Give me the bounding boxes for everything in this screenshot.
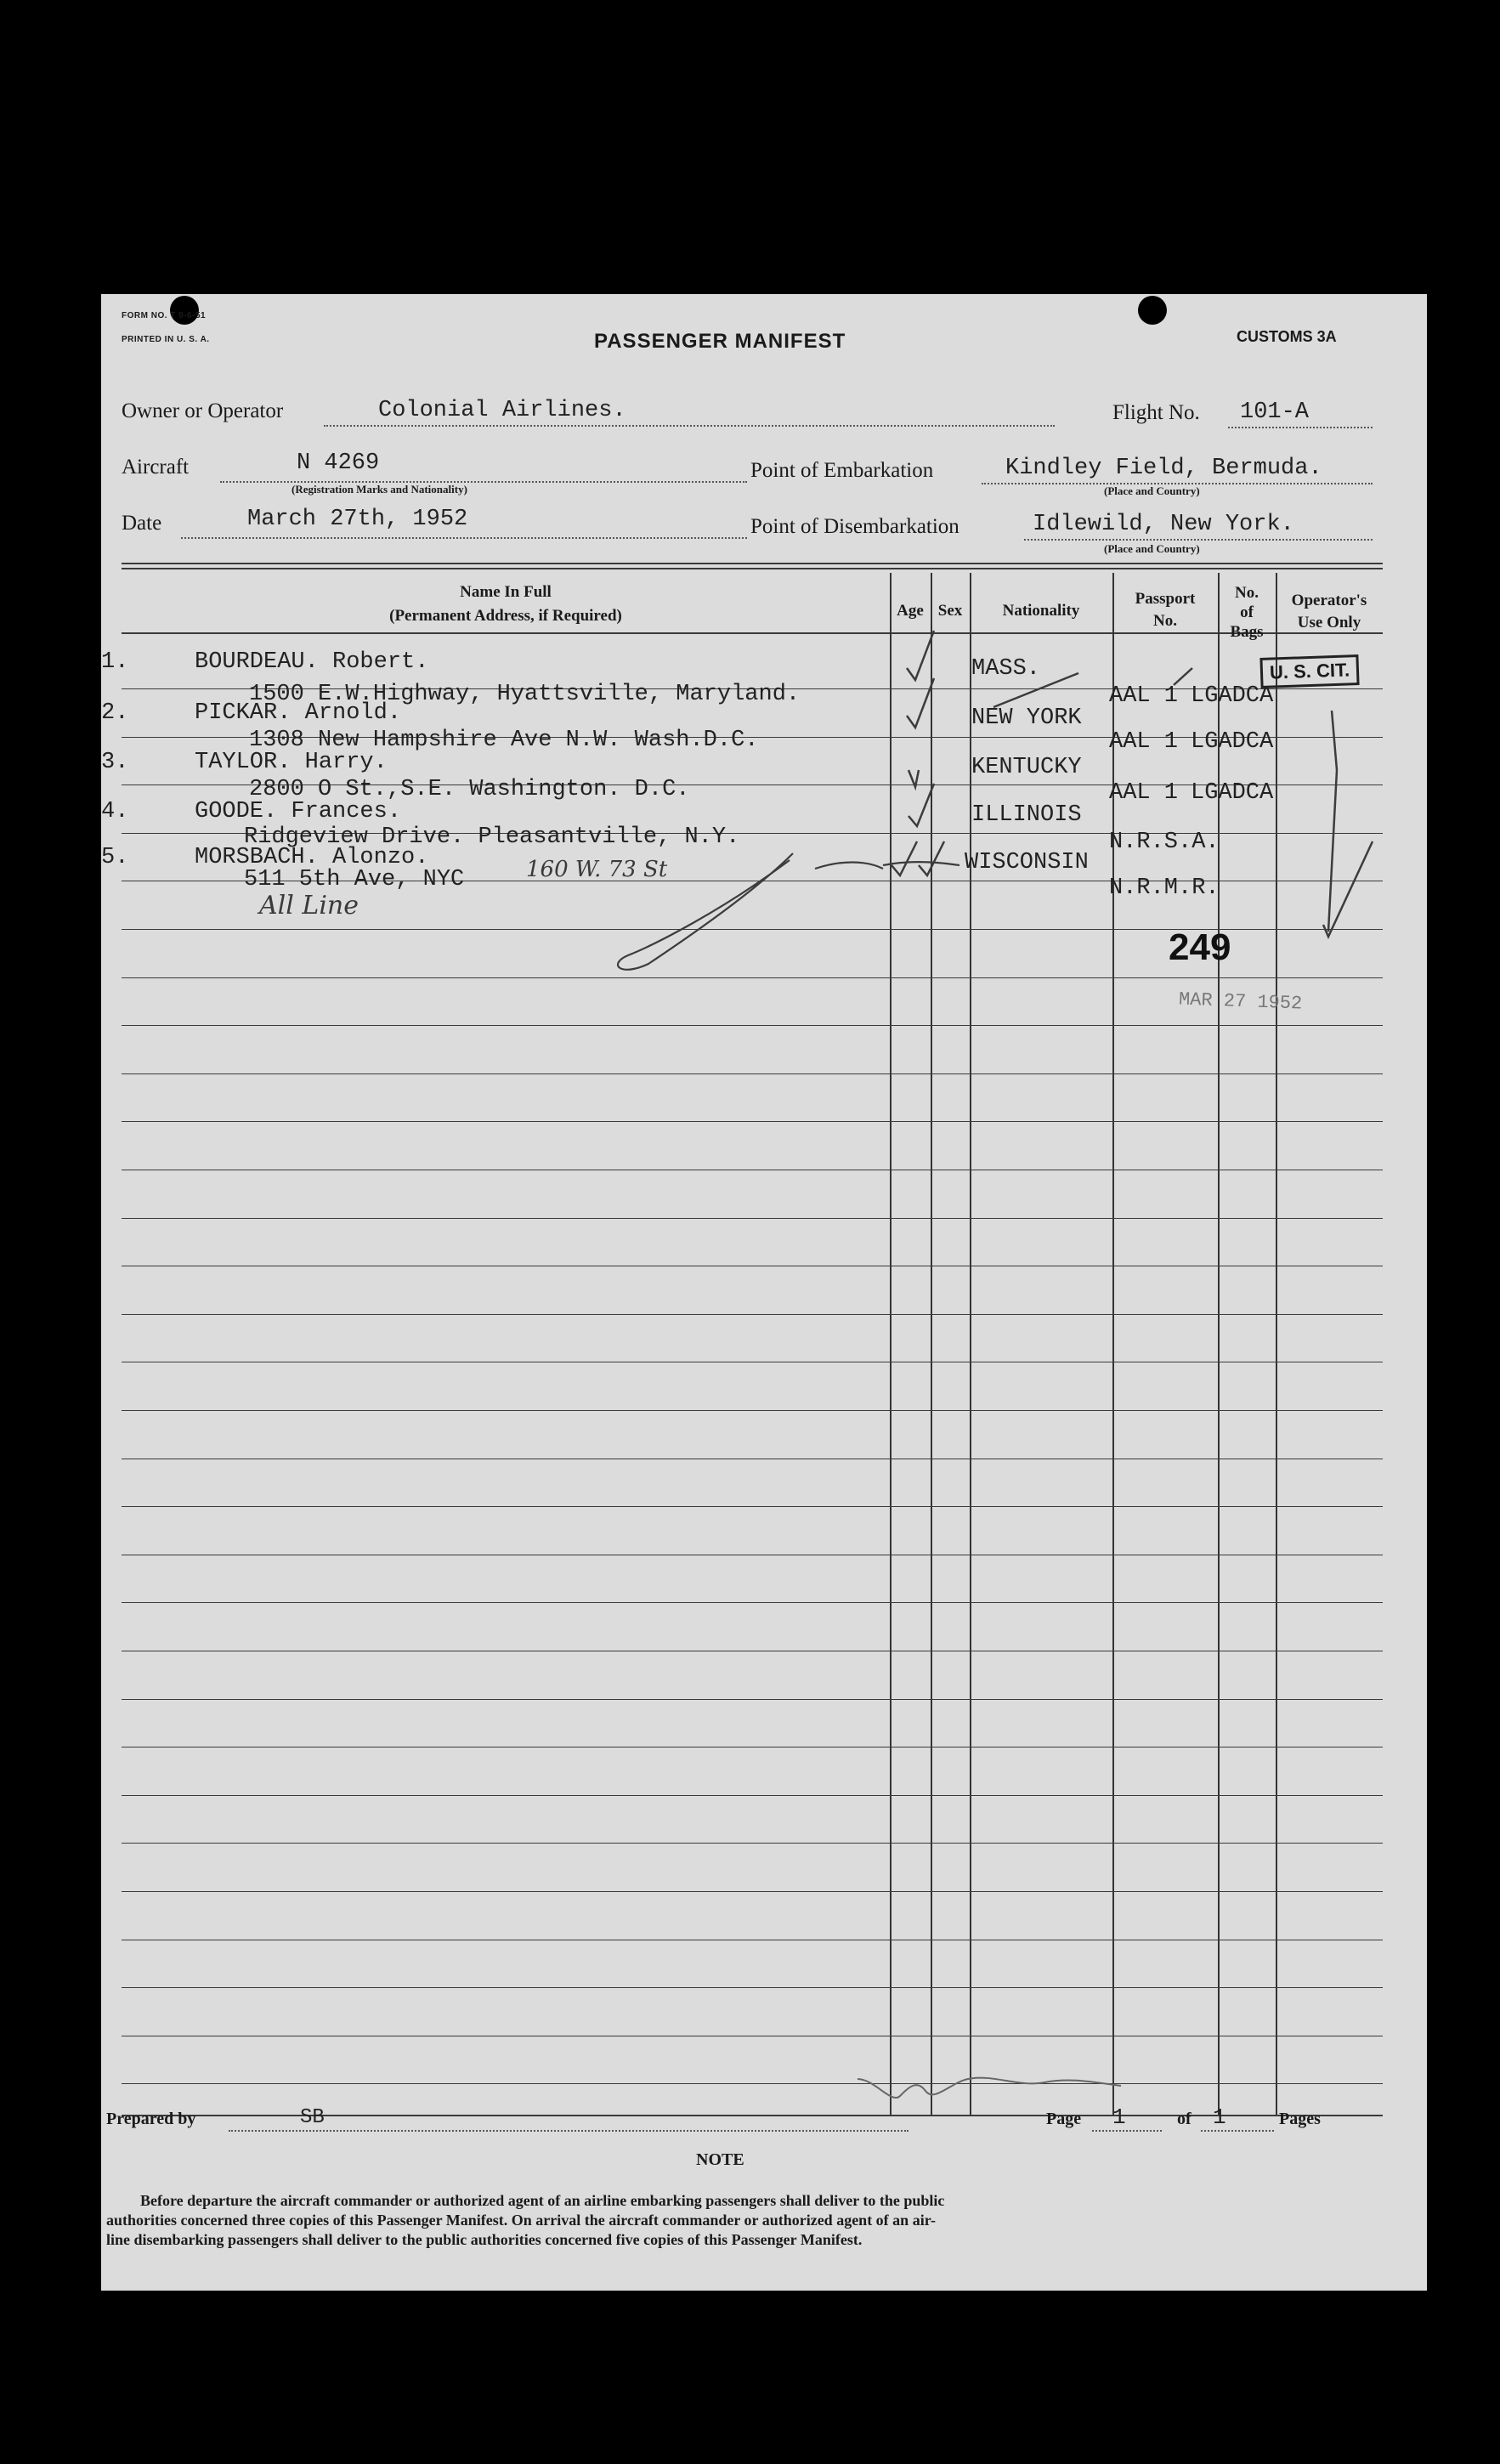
passenger-passport: AAL 1 — [1109, 683, 1179, 709]
passenger-nationality: ILLINOIS — [971, 802, 1082, 828]
pages-label: Pages — [1279, 2110, 1321, 2128]
col-age-header: Age — [897, 602, 924, 620]
note-text: Before departure the aircraft commander or authorized agent of an airline embarking passengers shall deliver to the public authorities concerned three copies of this Passenger Manifest. On arrival the aircraft commander or authorized agent of an air- line disembarking passengers shall deliver to the public authorities concerned five copies of this Passenger Manifest. — [106, 2192, 945, 2248]
date-label: Date — [122, 512, 162, 535]
table-rule-line — [122, 1314, 1383, 1315]
us-citizen-stamp: U. S. CIT. — [1259, 654, 1359, 688]
disembarkation-value: Idlewild, New York. — [1033, 512, 1294, 537]
aircraft-caption: (Registration Marks and Nationality) — [292, 483, 467, 496]
table-rule-line — [122, 1699, 1383, 1700]
customs-form: CUSTOMS 3A — [1237, 328, 1337, 345]
passenger-address: 1308 New Hampshire Ave N.W. Wash.D.C. — [249, 728, 759, 753]
passenger-bags: LGADCA — [1191, 729, 1274, 755]
table-rule-line — [122, 1025, 1383, 1026]
table-rule-line — [122, 1987, 1383, 1988]
prepared-by-label: Prepared by — [106, 2110, 196, 2128]
aircraft-label: Aircraft — [122, 456, 190, 479]
row-number: 1. — [101, 649, 129, 675]
manifest-number-stamp: 249 — [1169, 926, 1231, 968]
table-rule-line — [122, 1602, 1383, 1603]
passenger-nationality: MASS. — [971, 656, 1041, 682]
note-title: NOTE — [696, 2150, 744, 2169]
passenger-name: MORSBACH. Alonzo. — [195, 845, 429, 870]
table-rule-line — [122, 1410, 1383, 1411]
embarkation-caption: (Place and Country) — [1104, 484, 1200, 497]
col-passport-header: Passport No. — [1135, 590, 1196, 630]
form-title: PASSENGER MANIFEST — [594, 330, 846, 353]
col-bags-header: No. of Bags — [1230, 584, 1264, 641]
col-operator-header: Operator's Use Only — [1291, 592, 1367, 632]
table-rule-line — [122, 977, 1383, 978]
passenger-address: 1500 E.W.Highway, Hyattsville, Maryland. — [249, 682, 801, 707]
form-number: FORM NO. T 9-6-51 — [122, 311, 207, 320]
date-value: March 27th, 1952 — [247, 507, 468, 532]
passenger-name: GOODE. Frances. — [195, 799, 402, 824]
passenger-bags: LGADCA — [1191, 780, 1274, 806]
table-rule-line — [122, 1073, 1383, 1074]
date-received-stamp: MAR 27 1952 — [1178, 988, 1303, 1015]
page-label: Page — [1046, 2110, 1082, 2128]
passenger-passport: N.R.M.R. — [1109, 875, 1220, 901]
passenger-nationality: NEW YORK — [971, 705, 1082, 731]
flight-value: 101-A — [1240, 399, 1310, 425]
embarkation-value: Kindley Field, Bermuda. — [1005, 456, 1322, 481]
table-rule-line — [122, 2083, 1383, 2084]
table-rule-line — [122, 1218, 1383, 1219]
page-value: 1 — [1112, 2104, 1126, 2130]
passenger-name: TAYLOR. Harry. — [195, 750, 388, 775]
owner-label: Owner or Operator — [122, 399, 284, 422]
table-rule-line — [122, 1891, 1383, 1892]
handwritten-all-line: All Line — [259, 891, 359, 920]
passenger-address: 511 5th Ave, NYC — [244, 867, 465, 892]
page-total-value: 1 — [1213, 2104, 1226, 2130]
col-sex-header: Sex — [937, 602, 963, 620]
owner-value: Colonial Airlines. — [378, 398, 626, 423]
row-number: 5. — [101, 845, 129, 870]
flight-label: Flight No. — [1112, 401, 1200, 424]
row-number: 3. — [101, 750, 129, 775]
page-of-label: of — [1177, 2110, 1192, 2128]
manifest-document — [101, 294, 1427, 2291]
row-number: 4. — [101, 799, 129, 824]
table-rule-line — [122, 1843, 1383, 1844]
passenger-bags: LGADCA — [1191, 683, 1274, 709]
passenger-nationality: KENTUCKY — [971, 755, 1082, 780]
passenger-passport: AAL 1 — [1109, 780, 1179, 806]
aircraft-value: N 4269 — [297, 450, 380, 476]
passenger-name: PICKAR. Arnold. — [195, 700, 402, 726]
printed-in: PRINTED IN U. S. A. — [122, 335, 210, 344]
passenger-passport: AAL 1 — [1109, 729, 1179, 755]
passenger-address: 2800 O St.,S.E. Washington. D.C. — [249, 777, 690, 802]
table-rule-line — [122, 1506, 1383, 1507]
checkmarks — [101, 294, 1427, 974]
handwritten-address-note: 160 W. 73 St — [526, 857, 668, 882]
passenger-passport: N.R.S.A. — [1109, 830, 1220, 855]
passenger-nationality: WISCONSIN — [965, 850, 1089, 875]
col-name-header: Name In Full (Permanent Address, if Required) — [389, 583, 622, 625]
col-nationality-header: Nationality — [1002, 602, 1080, 620]
disembarkation-label: Point of Disembarkation — [750, 515, 959, 538]
passenger-name: BOURDEAU. Robert. — [195, 649, 429, 675]
embarkation-label: Point of Embarkation — [750, 459, 934, 482]
row-number: 2. — [101, 700, 129, 726]
table-rule-line — [122, 1121, 1383, 1122]
disembarkation-caption: (Place and Country) — [1104, 542, 1200, 555]
handwritten-signature-mark — [618, 853, 959, 970]
prepared-by-value: SB — [300, 2106, 325, 2129]
passenger-address: Ridgeview Drive. Pleasantville, N.Y. — [244, 824, 740, 850]
table-rule-line — [122, 1795, 1383, 1796]
